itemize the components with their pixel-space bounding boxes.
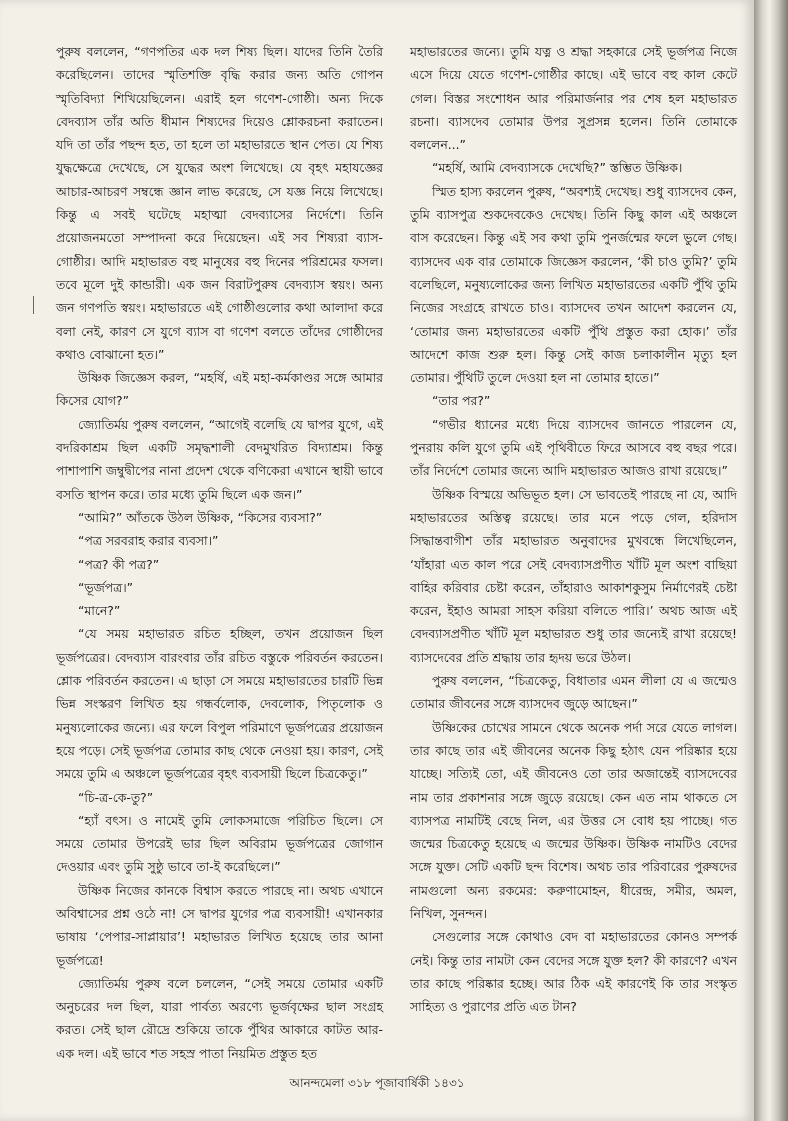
paragraph: “হ্যাঁ বৎস। ও নামেই তুমি লোকসমাজে পরিচিত ছিলে। সে সময়ে তোমার উপরেই ভার ছিল অবিরাম ভূর্জপত্রের জোগান দেওয়ার এবং তুমি সুষ্ঠু ভাবে তা-ই করেছিলে।”: [56, 812, 383, 875]
paragraph: “পত্র? কী পত্র?”: [78, 556, 160, 572]
paragraph: উষ্ণিক বিস্ময়ে অভিভূত হল। সে ভাবতেই পারছে না যে, আদি মহাভারতের অস্তিত্ব রয়েছে। তার মনে পড়ে গেল, হরিদাস সিদ্ধান্তবাগীশ তাঁর মহাভারত অনুবাদের মুখবন্ধে লিখেছিলেন, ‘যাঁহারা এত কাল পরে সেই বেদব্যাসপ্রণীত খাঁটি মূল অংশ বাছিয়া বাহির করিবার চেষ্টা করেন, তাঁহারাও আকাশকুসুম নির্মাণেরই চেষ্টা করেন, ইহাও আমরা সাহস করিয়া বলিতে পারি।’ অথচ আজ এই বেদব্যাসপ্রণীত খাঁটি মূল মহাভারত শুধু তার জন্যেই রাখা রয়েছে! ব্যাসদেবের প্রতি শ্রদ্ধায় তার হৃদয় ভরে উঠল।: [410, 486, 737, 665]
paragraph: উষ্ণিক জিজ্ঞেস করল, “মহর্ষি, এই মহা-কর্মকাণ্ডর সঙ্গে আমার কিসের যোগ?”: [56, 370, 383, 409]
margin-mark: [33, 296, 34, 314]
paragraph: জ্যোতির্ময় পুরুষ বললেন, “আগেই বলেছি যে দ্বাপর যুগে, এই বদরিকাশ্রম ছিল একটি সমৃদ্ধশালী বেদমুখরিত বিদ্যাশ্রম। কিন্তু পাশাপাশি জম্বুদ্বীপের নানা প্রদেশ থেকে বণিকেরা এখানে স্থায়ী ভাবে বসতি স্থাপন করে। তার মধ্যে তুমি ছিলে এক জন।”: [56, 416, 383, 502]
paragraph: সেগুলোর সঙ্গে কোথাও বেদ বা মহাভারতের কোনও সম্পর্ক নেই। কিন্তু তার নামটা কেন বেদের সঙ্গে যুক্ত হল? কী কারণে? এখন তার কাছে পরিষ্কার হচ্ছে। আর ঠিক এই কারণেই কি তার সংস্কৃত সাহিত্য ও পুরাণের প্রতি এত টান?: [410, 929, 737, 1015]
paragraph: পুরুষ বললেন, “গণপতির এক দল শিষ্য ছিল। যাদের তিনি তৈরি করেছিলেন। তাদের স্মৃতিশক্তি বৃদ্ধি করার জন্য অতি গোপন স্মৃতিবিদ্যা শিখিয়েছিলেন। এরাই হল গণেশ-গোষ্ঠী। অন্য দিকে বেদব্যাস তাঁর অতি ধীমান শিষ্যদের দিয়েও শ্লোকরচনা করাতেন। যদি তা তাঁর পছন্দ হত, তা হলে তা মহাভারতে স্থান পেত। যে শিষ্য যুদ্ধক্ষেত্রে দেখেছে, সে যুদ্ধের অংশ লিখেছে। যে বৃহৎ মহাযজ্ঞের আচার-আচরণ সম্বন্ধে জ্ঞান লাভ করেছে, সে যজ্ঞ নিয়ে লিখেছে। কিন্তু এ সবই ঘটেছে মহাত্মা বেদব্যাসের নির্দেশে। তিনি প্রয়োজনমতো সম্পাদনা করে দিয়েছেন। এই সব শিষ্যরা ব্যাস-গোষ্ঠীর। আদি মহাভারত বহু মানুষের বহু দিনের পরিশ্রমের ফসল। তবে মূলে দুই কান্ডারী। এক জন বিরাটপুরুষ বেদব্যাস স্বয়ং। অন্য জন গণপতি স্বয়ং। মহাভারতে এই গোষ্ঠীগুলোর কথা আলাদা করে বলা নেই, কারণ সে যুগে ব্যাস বা গণেশ বলতে তাঁদের গোষ্ঠীদের কথাও বোঝানো হত।”: [56, 44, 383, 362]
paragraph: উষ্ণিকের চোখের সামনে থেকে অনেক পর্দা সরে যেতে লাগল। তার কাছে তার এই জীবনের অনেক কিছু হঠাৎ যেন পরিষ্কার হয়ে যাচ্ছে। সত্যিই তো, এই জীবনেও তো তার অজান্তেই ব্যাসদেবের নাম তার প্রকাশনার সঙ্গে জুড়ে রয়েছে। কেন এত নাম থাকতে সে ব্যাসপত্র নামটিই বেছে নিল, এর উত্তর সে বোধ হয় পাচ্ছে। গত জন্মের চিত্রকেতু হয়েছে এ জন্মের উষ্ণিক। উষ্ণিক নামটিও বেদের সঙ্গে যুক্ত। সেটি একটি ছন্দ বিশেষ। অথচ তার পরিবারের পুরুষদের নামগুলো অন্য রকমের: করুণামোহন, ধীরেন্দ্র, সমীর, অমল, নিখিল, সুনন্দন।: [410, 719, 737, 921]
paragraph: “আমি?” আঁতকে উঠল উষ্ণিক, “কিসের ব্যবসা?”: [78, 509, 323, 525]
right-column: [410, 40, 737, 1018]
left-column: [56, 40, 383, 1065]
page-footer: আনন্দমেলা ৩১৮ পূজাবার্ষিকী ১৪৩১: [289, 1076, 465, 1090]
paragraph: পুরুষ বললেন, “চিত্রকেতু, বিধাতার এমন লীলা যে এ জন্মেও তোমার জীবনের সঙ্গে ব্যাসদেব জুড়ে আছেন।”: [410, 673, 737, 712]
paragraph: “মানে?”: [78, 603, 121, 619]
paragraph: মহাভারতের জন্যে। তুমি যত্ন ও শ্রদ্ধা সহকারে সেই ভূর্জপত্র নিজে এসে দিয়ে যেতে গণেশ-গোষ্ঠীর কাছে। এই ভাবে বহু কাল কেটে গেল। বিস্তর সংশোধন আর পরিমার্জনার পর শেষ হল মহাভারত রচনা। ব্যাসদেব তোমার উপর সুপ্রসন্ন হলেন। তিনি তোমাকে বললেন...”: [410, 44, 737, 153]
paragraph: “তার পর?”: [432, 393, 491, 409]
paragraph: “ভূর্জপত্র।”: [78, 579, 134, 595]
book-page-edge: [754, 0, 788, 1121]
paragraph: “গভীর ধ্যানের মধ্যে দিয়ে ব্যাসদেব জানতে পারলেন যে, পুনরায় কলি যুগে তুমি এই পৃথিবীতে ফিরে আসবে বহু বছর পরে। তাঁর নির্দেশে তোমার জন্যে আদি মহাভারত আজও রাখা রয়েছে।”: [410, 416, 737, 479]
paragraph: “যে সময় মহাভারত রচিত হচ্ছিল, তখন প্রয়োজন ছিল ভূর্জপত্রের। বেদব্যাস বারংবার তাঁর রচিত বস্তুকে পরিবর্তন করতেন। শ্লোক পরিবর্তন করতেন। এ ছাড়া সে সময়ে মহাভারতের চারটি ভিন্ন ভিন্ন সংস্করণ লিখিত হয় গন্ধর্বলোক, দেবলোক, পিতৃলোক ও মনুষ্যলোকের জন্যে। এর ফলে বিপুল পরিমাণে ভূর্জপত্রের প্রয়োজন হয়ে পড়ে। সেই ভূর্জপত্র তোমার কাছ থেকে নেওয়া হয়। কারণ, সেই সময়ে তুমি এ অঞ্চলে ভূর্জপত্রের বৃহৎ ব্যবসায়ী ছিলে চিত্রকেতু।”: [56, 626, 383, 782]
paragraph: “পত্র সরবরাহ করার ব্যবসা।”: [78, 533, 219, 549]
paragraph: স্মিত হাস্য করলেন পুরুষ, “অবশ্যই দেখেছ। শুধু ব্যাসদেব কেন, তুমি ব্যাসপুত্র শুকদেবকেও দেখেছ। তিনি কিছু কাল এই অঞ্চলে বাস করেছেন। কিন্তু এই সব কথা তুমি পুনর্জন্মের ফলে ভুলে গেছ। ব্যাসদেব এক বার তোমাকে জিজ্ঞেস করলেন, ‘কী চাও তুমি?’ তুমি বলেছিলে, মনুষ্যলোকের জন্য লিখিত মহাভারতের একটি পুঁথি তুমি নিজের সংগ্রহে রাখতে চাও। ব্যাসদেব তখন আদেশ করলেন যে, ‘তোমার জন্য মহাভারতের একটি পুঁথি প্রস্তুত করা হোক।’ তাঁর আদেশে কাজ শুরু হল। কিন্তু সেই কাজ চলাকালীন মৃত্যু হল তোমার। পুঁথিটি তুলে দেওয়া হল না তোমার হাতে।”: [410, 183, 737, 386]
paragraph: জ্যোতির্ময় পুরুষ বলে চললেন, “সেই সময়ে তোমার একটি অনুচরের দল ছিল, যারা পার্বত্য অরণ্যে ভূর্জবৃক্ষের ছাল সংগ্রহ করত। সেই ছাল রৌদ্রে শুকিয়ে তাকে পুঁথির আকারে কাটত আর-এক দল। এই ভাবে শত সহস্র পাতা নিয়মিত প্রস্তুত হত: [56, 975, 383, 1061]
paragraph: “চি-ত্র-কে-তু?”: [78, 789, 154, 805]
paragraph: “মহর্ষি, আমি বেদব্যাসকে দেখেছি?” স্তম্ভিত উষ্ণিক।: [432, 160, 683, 176]
paragraph: উষ্ণিক নিজের কানকে বিশ্বাস করতে পারছে না। অথচ এখানে অবিশ্বাসের প্রশ্ন ওঠে না! সে দ্বাপর যুগের পত্র ব্যবসায়ী! এখানকার ভাষায় ‘পেপার-সাপ্লায়ার’! মহাভারত লিখিত হয়েছে তার আনা ভূর্জপত্রে!: [56, 882, 383, 968]
